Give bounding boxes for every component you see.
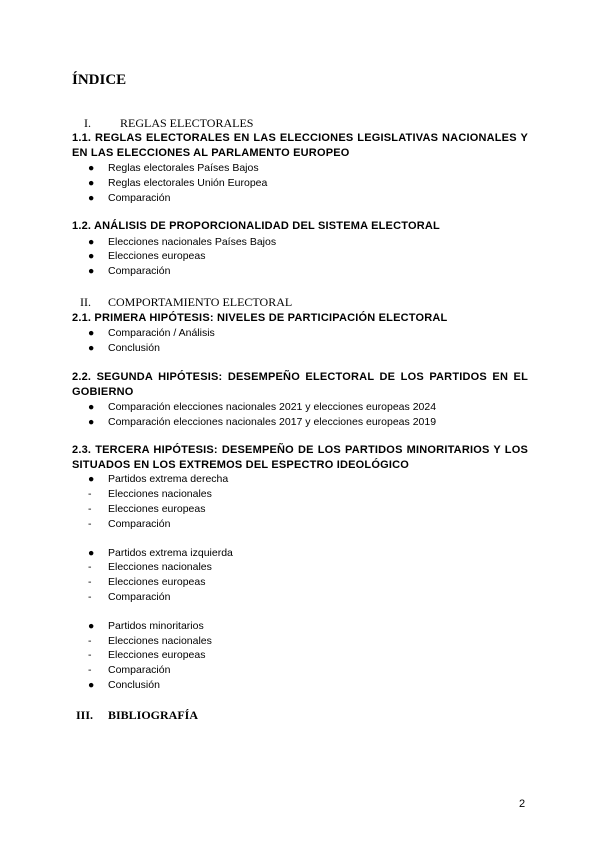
- dash-marker: -: [88, 635, 92, 647]
- bullet-marker: ●: [88, 162, 95, 174]
- section-title: COMPORTAMIENTO ELECTORAL: [108, 295, 293, 309]
- subsection-2-3-heading: 2.3. TERCERA HIPÓTESIS: DESEMPEÑO DE LOS PARTIDOS MINORITARIOS Y LOS SITUADOS EN LOS EXTREMOS DEL ESPECTRO IDEOLÓGICO: [72, 444, 528, 471]
- dash-marker: -: [88, 664, 92, 676]
- bullet-marker: ●: [88, 342, 95, 354]
- section-numeral: I.: [84, 116, 91, 130]
- dash-marker: -: [88, 576, 92, 588]
- subsection-1-1-heading: 1.1. REGLAS ELECTORALES EN LAS ELECCIONES LEGISLATIVAS NACIONALES Y EN LAS ELECCIONES AL PARLAMENTO EUROPEO: [72, 132, 528, 159]
- bullet-marker: ●: [88, 401, 95, 413]
- section-title: REGLAS ELECTORALES: [120, 116, 254, 130]
- dash-marker: -: [88, 503, 92, 515]
- index-title: ÍNDICE: [72, 72, 127, 88]
- document-page: ÍNDICE I. REGLAS ELECTORALES 1.1. REGLAS ELECTORALES EN LAS ELECCIONES LEGISLATIVAS NACIONALES Y EN LAS ELECCIONES AL PARLAMENTO EUROPEO ● Reglas electorales Países Bajos ● Reglas electorales Unión Europea ● Comparación 1.2. ANÁLISIS DE PROPORCIONALIDAD DEL SISTEMA ELECTORAL ● Elecciones nacionales Países Bajos ● Elecciones europeas ● Comparación II. COMPORTAMIENTO ELECTORAL 2.1. PRIMERA HIPÓTESIS: NIVELES DE PARTICIPACIÓN ELECTORAL ● Comparación / Análisis ● Conclusión 2.2. SEGUNDA HIPÓTESIS: DESEMPEÑO ELECTORAL DE LOS PARTIDOS EN EL GOBIERNO ● Comparación elecciones nacionales 2021 y elecciones europeas 2024 ● Comparación elecciones nacionales 2017 y elecciones europeas 2019 2.3. TERCERA HIPÓTESIS: DESEMPEÑO DE LOS PARTIDOS MINORITARIOS Y LOS SITUADOS EN LOS EXTREMOS DEL ESPECTRO IDEOLÓGICO ● Partidos extrema derecha - Elecciones nacionales - Elecciones europeas - Comparación ● Partidos extrema izquierda - Elecciones nacionales - Elecciones europeas - Comparación ● Partidos minoritarios - Elecciones nacionales - Elecciones europeas - Comparación ● Conclusión III. BIBLIOGRAFÍA 2: [72, 72, 528, 810]
- dash-marker: -: [88, 488, 92, 500]
- dash-marker: -: [88, 561, 92, 573]
- dash-marker: -: [88, 649, 92, 661]
- bullet-marker: ●: [88, 192, 95, 204]
- bullet-marker: ●: [88, 416, 95, 428]
- bullet-marker: ●: [88, 250, 95, 262]
- subsection-2-2-heading: 2.2. SEGUNDA HIPÓTESIS: DESEMPEÑO ELECTORAL DE LOS PARTIDOS EN EL GOBIERNO: [72, 371, 528, 398]
- subsection-1-2-heading: 1.2. ANÁLISIS DE PROPORCIONALIDAD DEL SISTEMA ELECTORAL: [72, 220, 440, 232]
- bullet-marker: ●: [88, 679, 95, 691]
- bullet-marker: ●: [88, 620, 95, 632]
- section-title: BIBLIOGRAFÍA: [108, 708, 199, 722]
- dash-marker: -: [88, 518, 92, 530]
- bullet-marker: ●: [88, 547, 95, 559]
- dash-marker: -: [88, 591, 92, 603]
- bullet-marker: ●: [88, 265, 95, 277]
- section-numeral: III.: [76, 708, 94, 722]
- page-number: 2: [519, 798, 526, 810]
- bullet-marker: ●: [88, 327, 95, 339]
- bullet-marker: ●: [88, 177, 95, 189]
- subsection-2-1-heading: 2.1. PRIMERA HIPÓTESIS: NIVELES DE PARTICIPACIÓN ELECTORAL: [72, 312, 448, 324]
- bullet-marker: ●: [88, 236, 95, 248]
- section-numeral: II.: [80, 295, 91, 309]
- bullet-marker: ●: [88, 473, 95, 485]
